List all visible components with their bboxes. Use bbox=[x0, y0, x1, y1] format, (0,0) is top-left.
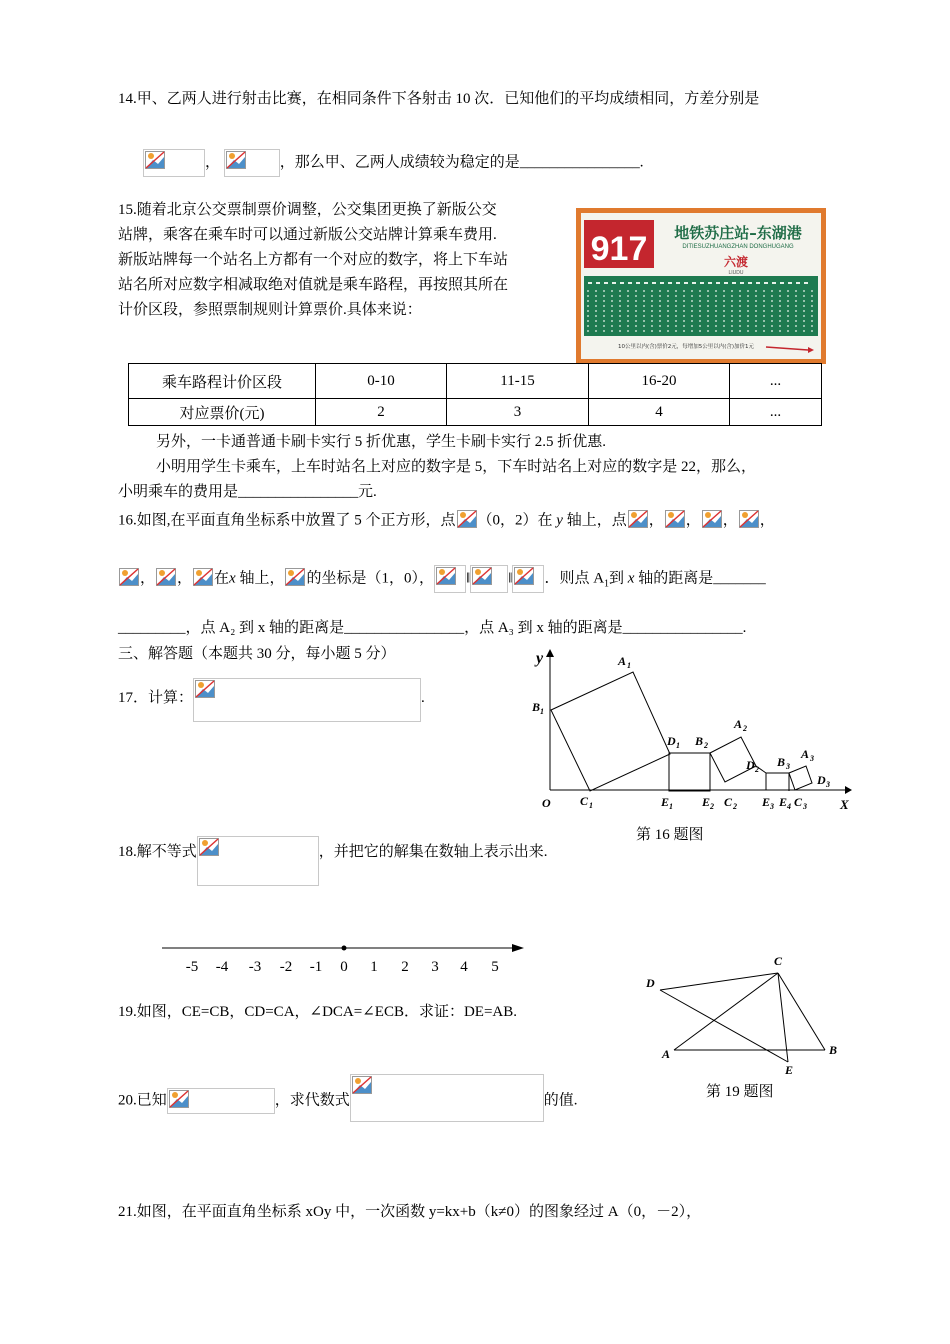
table-row bbox=[129, 399, 822, 426]
tick-label: -5 bbox=[185, 959, 199, 975]
q15-line-1: 15.随着北京公交票制票价调整，公交集团更换了新版公交 bbox=[118, 202, 497, 218]
q19: 19.如图，CE=CB，CD=CA，∠DCA=∠ECB．求证：DE=AB. bbox=[118, 1004, 518, 1020]
image-placeholder-icon bbox=[118, 567, 140, 591]
image-placeholder-icon bbox=[350, 1074, 544, 1122]
q16-text: （0，2）在 bbox=[477, 512, 553, 529]
image-placeholder-icon bbox=[192, 567, 214, 591]
table-row bbox=[129, 364, 822, 399]
image-placeholder-icon bbox=[738, 509, 760, 533]
q16-text: ．则点 A bbox=[544, 570, 605, 587]
svg-text:X: X bbox=[840, 797, 849, 812]
image-placeholder-icon bbox=[167, 1088, 275, 1114]
table-cell: 3 bbox=[447, 399, 589, 426]
svg-text:D: D bbox=[817, 773, 826, 787]
table-cell: 0-10 bbox=[316, 364, 447, 399]
figure-16 bbox=[530, 645, 860, 845]
image-placeholder-icon bbox=[284, 567, 306, 591]
svg-text:B: B bbox=[532, 700, 541, 714]
q14-sep: ， bbox=[205, 154, 221, 171]
q16-var: x bbox=[627, 570, 635, 587]
image-placeholder-icon bbox=[143, 149, 205, 177]
image-placeholder-icon bbox=[664, 509, 686, 533]
svg-text:1: 1 bbox=[669, 802, 673, 811]
svg-text:1: 1 bbox=[540, 707, 544, 716]
table-cell: 11-15 bbox=[447, 364, 589, 399]
image-placeholder-icon bbox=[155, 567, 177, 591]
tick-label: -1 bbox=[309, 959, 323, 975]
q17-end: . bbox=[421, 690, 425, 706]
q16-sub: 1 bbox=[604, 578, 610, 590]
q16-text: 轴的距离是_______ bbox=[634, 570, 766, 587]
svg-text:1: 1 bbox=[627, 661, 631, 670]
q16-text: 16.如图,在平面直角坐标系中放置了 5 个正方形，点 bbox=[118, 512, 456, 529]
q14-line1: 14.甲、乙两人进行射击比赛，在相同条件下各射击 10 次．已知他们的平均成绩相同，方差分别是 bbox=[118, 91, 760, 107]
svg-text:2: 2 bbox=[755, 765, 759, 774]
svg-text:C: C bbox=[774, 954, 783, 968]
q20-text: 20.已知 bbox=[118, 1092, 167, 1109]
svg-text:D: D bbox=[667, 734, 676, 748]
q15-line-2: 站牌，乘客在乘车时可以通过新版公交站牌计算乘车费用. bbox=[118, 227, 497, 243]
tick-label: 2 bbox=[401, 959, 409, 975]
q17-label: 17．计算： bbox=[118, 690, 194, 706]
svg-text:B: B bbox=[695, 734, 704, 748]
svg-text:3: 3 bbox=[803, 802, 807, 811]
q15-after-2: 小明用学生卡乘车，上车时站名上对应的数字是 5，下车时站名上对应的数字是 22，那么， bbox=[156, 459, 757, 475]
tick-label: 4 bbox=[460, 959, 468, 975]
table-cell: ... bbox=[730, 399, 822, 426]
svg-text:3: 3 bbox=[810, 754, 814, 763]
table-cell: 乘车路程计价区段 bbox=[129, 364, 316, 399]
q15-line-5: 计价区段，参照票制规则计算票价.具体来说： bbox=[118, 302, 422, 318]
svg-text:E: E bbox=[661, 795, 670, 809]
figure-19 bbox=[640, 952, 850, 1082]
sign-title-pinyin: DITIESUZHUANGZHAN DONGHUGANG bbox=[682, 244, 794, 250]
table-cell: 2 bbox=[316, 399, 447, 426]
q17 bbox=[118, 688, 425, 722]
image-placeholder-icon bbox=[224, 149, 280, 177]
svg-text:E: E bbox=[702, 795, 711, 809]
image-placeholder-icon bbox=[701, 509, 723, 533]
svg-text:2: 2 bbox=[704, 741, 708, 750]
q15-line-4: 站名所对应数字相减取绝对值就是乘车路程，再按照其所在 bbox=[118, 277, 509, 293]
section-3-heading: 三、解答题（本题共 30 分，每小题 5 分） bbox=[118, 646, 396, 662]
q21: 21.如图，在平面直角坐标系 xOy 中，一次函数 y=kx+b（k≠0）的图象经过 A（0，－2）， bbox=[118, 1204, 702, 1220]
q18-rest: ，并把它的解集在数轴上表示出来. bbox=[318, 844, 548, 860]
q15-after-1: 另外，一卡通普通卡刷卡实行 5 折优惠，学生卡刷卡实行 2.5 折优惠. bbox=[156, 434, 607, 450]
image-placeholder-icon bbox=[512, 565, 544, 593]
svg-text:E: E bbox=[779, 795, 788, 809]
svg-text:B: B bbox=[829, 1043, 838, 1057]
q18 bbox=[118, 842, 548, 886]
svg-text:D: D bbox=[746, 758, 755, 772]
svg-text:A: A bbox=[662, 1047, 671, 1061]
q16-line1: 16.如图,在平面直角坐标系中放置了 5 个正方形，点 （0，2）在 y 轴上，点 ， ， ， ， bbox=[118, 509, 775, 533]
svg-text:2: 2 bbox=[733, 802, 737, 811]
q14-rest: ，那么甲、乙两人成绩较为稳定的是________________. bbox=[279, 154, 644, 171]
image-placeholder-icon bbox=[456, 509, 478, 533]
image-placeholder-icon bbox=[627, 509, 649, 533]
svg-text:3: 3 bbox=[786, 762, 790, 771]
table-cell: ... bbox=[730, 364, 822, 399]
svg-text:3: 3 bbox=[770, 802, 774, 811]
tick-label: 1 bbox=[370, 959, 378, 975]
q16-line2: ， ， 在x 轴上， 的坐标是（1，0）， ‖ ‖ ．则点 $A_1$到 x 轴的距离是_______ bbox=[118, 565, 766, 594]
svg-text:1: 1 bbox=[589, 801, 593, 810]
q20-text: ，求代数式 bbox=[274, 1092, 350, 1109]
tick-label: -3 bbox=[248, 959, 262, 975]
svg-text:A: A bbox=[734, 717, 743, 731]
fare-table bbox=[128, 363, 822, 426]
table-cell: 对应票价(元) bbox=[129, 399, 316, 426]
q16-var: x bbox=[229, 570, 236, 587]
q18-label: 18.解不等式 bbox=[118, 844, 197, 860]
svg-text:A: A bbox=[618, 654, 627, 668]
svg-text:2: 2 bbox=[710, 802, 714, 811]
q16-line3: _________，点 A₂ 到 x 轴的距离是________________，点 A₃ 到 x 轴的距离是________________. bbox=[118, 620, 747, 636]
table-cell: 4 bbox=[589, 399, 730, 426]
tick-label: 3 bbox=[431, 959, 439, 975]
image-placeholder-icon bbox=[470, 565, 508, 593]
svg-text:4: 4 bbox=[787, 802, 791, 811]
sign-next-stop: 六渡 bbox=[723, 255, 749, 269]
table-cell: 16-20 bbox=[589, 364, 730, 399]
q16-text: 在 bbox=[214, 570, 230, 587]
figure-19-caption: 第 19 题图 bbox=[706, 1084, 774, 1100]
figure-16-caption: 第 16 题图 bbox=[636, 827, 704, 843]
sign-route-number: 917 bbox=[590, 230, 648, 268]
svg-text:C: C bbox=[724, 795, 733, 809]
tick-label: -4 bbox=[215, 959, 229, 975]
sign-next-pinyin: LIUDU bbox=[728, 270, 744, 276]
image-placeholder-icon bbox=[193, 678, 421, 722]
q20 bbox=[118, 1088, 578, 1122]
bus-stop-sign bbox=[576, 208, 826, 364]
svg-text:C: C bbox=[794, 795, 803, 809]
q14-line2 bbox=[143, 149, 644, 177]
image-placeholder-icon bbox=[434, 565, 466, 593]
svg-text:D: D bbox=[646, 976, 655, 990]
image-placeholder-icon bbox=[197, 836, 319, 886]
q15-line-3: 新版站牌每一个站名上方都有一个对应的数字，将上下车站 bbox=[118, 252, 509, 268]
q15-after-3: 小明乘车的费用是________________元. bbox=[118, 484, 377, 500]
q20-text: 的值. bbox=[543, 1092, 578, 1109]
q16-text: 的坐标是（1，0）， bbox=[306, 570, 434, 587]
svg-text:1: 1 bbox=[676, 741, 680, 750]
svg-text:C: C bbox=[580, 794, 589, 808]
number-line bbox=[160, 938, 530, 978]
q16-text: 轴上，点 bbox=[562, 512, 627, 529]
q16-var: y bbox=[556, 512, 563, 529]
q16-text: 轴上， bbox=[235, 570, 285, 587]
q16-text: 到 bbox=[609, 570, 625, 587]
svg-text:E: E bbox=[785, 1063, 794, 1077]
svg-text:B: B bbox=[777, 755, 786, 769]
svg-text:E: E bbox=[762, 795, 771, 809]
svg-text:2: 2 bbox=[743, 724, 747, 733]
sign-title: 地铁苏庄站–东湖港 bbox=[674, 224, 802, 242]
svg-text:3: 3 bbox=[826, 780, 830, 789]
sign-footer: 10公里以内(含)票价2元，每增加5公里以内(含)加价1元 bbox=[617, 344, 755, 350]
tick-label: 0 bbox=[340, 959, 348, 975]
svg-text:O: O bbox=[542, 796, 551, 810]
tick-label: 5 bbox=[491, 959, 499, 975]
svg-text:y: y bbox=[536, 650, 544, 667]
svg-text:A: A bbox=[801, 747, 810, 761]
tick-label: -2 bbox=[279, 959, 293, 975]
